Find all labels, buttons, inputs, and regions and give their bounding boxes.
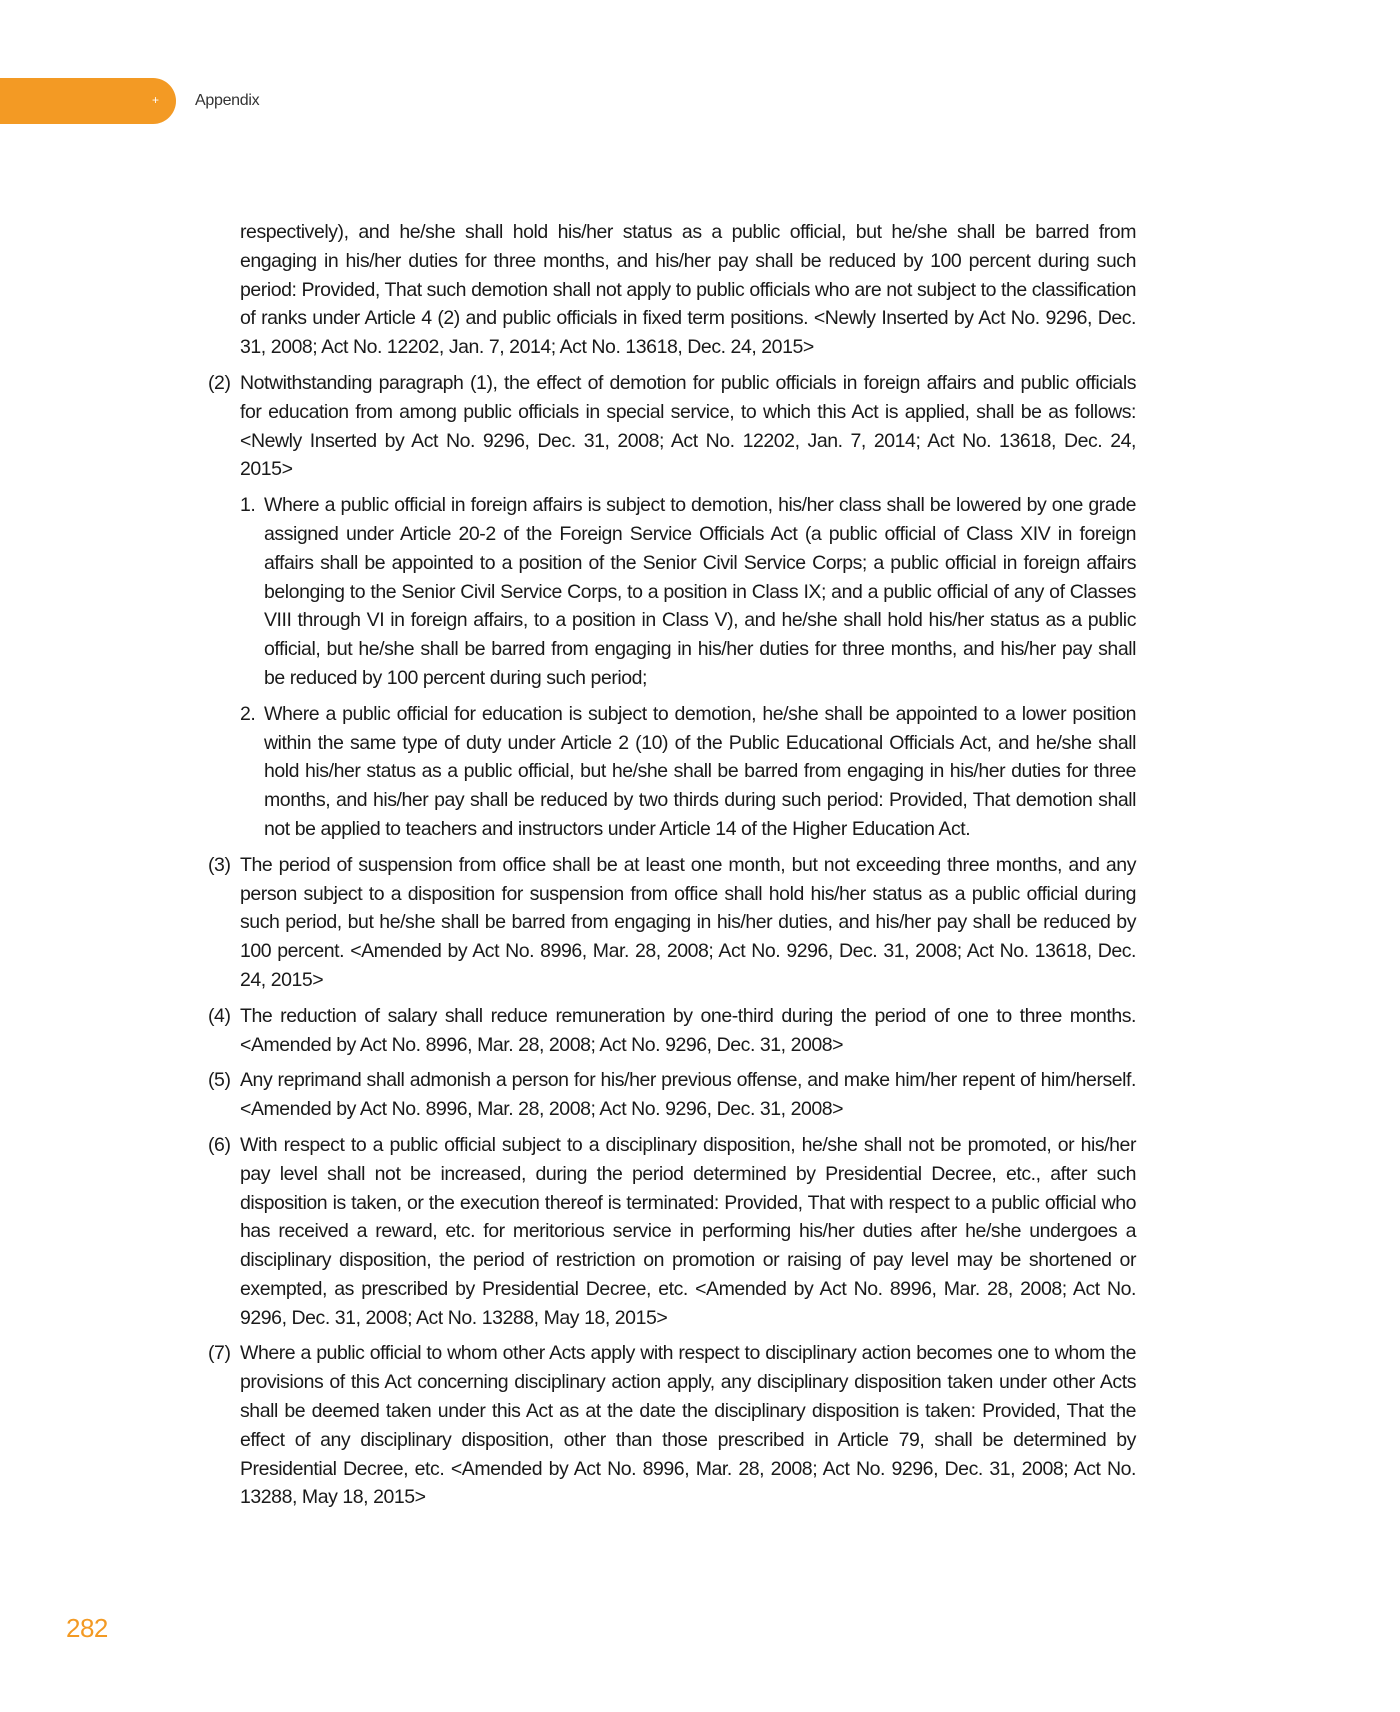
document-body xyxy=(208,218,1136,1512)
paragraph-5 xyxy=(208,1066,1136,1124)
paragraph-2 xyxy=(208,369,1136,484)
subitem-number: 1. xyxy=(240,494,256,517)
subitem-2 xyxy=(208,700,1136,844)
paragraph-text: Notwithstanding paragraph (1), the effect of demotion for public officials in foreign affairs and public officials for education from among public officials in special service, to which this Act is applied, shall be as follows: <Newly Inserted by Act No. 9296, Dec. 31, 2008; Act No. 12202, Jan. 7, 2014; Act No. 13618, Dec. 24, 2015> xyxy=(240,371,1136,481)
paragraph-4 xyxy=(208,1002,1136,1060)
paragraph-text: Any reprimand shall admonish a person for his/her previous offense, and make him/her repent of him/herself. <Amended by Act No. 8996, Mar. 28, 2008; Act No. 9296, Dec. 31, 2008> xyxy=(240,1069,1136,1121)
section-marker: + xyxy=(152,93,160,107)
paragraph-number: (5) xyxy=(208,1069,231,1092)
paragraph-text: The reduction of salary shall reduce remuneration by one-third during the period of one to three months. <Amended by Act No. 8996, Mar. 28, 2008; Act No. 9296, Dec. 31, 2008> xyxy=(240,1004,1136,1056)
subitem-1 xyxy=(208,491,1136,693)
section-title: Appendix xyxy=(195,92,260,109)
subitem-text: Where a public official for education is subject to demotion, he/she shall be appointed to a lower position within the same type of duty under Article 2 (10) of the Public Educational Officials Act, and he/she shall hold his/her status as a public official, but he/she shall be barred from engaging in his/her duties for three months, and his/her pay shall be reduced by two thirds during such period: Provided, That demotion shall not be applied to teachers and instructors under Article 14 of the Higher Education Act. xyxy=(264,702,1136,840)
page-number: 282 xyxy=(66,1613,108,1643)
subitem-number: 2. xyxy=(240,702,256,725)
paragraph-number: (2) xyxy=(208,371,231,394)
paragraph-number: (6) xyxy=(208,1133,231,1156)
continued-paragraph: respectively), and he/she shall hold his/her status as a public official, but he/she shall be barred from engaging in his/her duties for three months, and his/her pay shall be reduced by 100 percent during such period: Provided, That such demotion shall not apply to public officials who are not subject to the classification of ranks under Article 4 (2) and public officials in fixed term positions. <Newly Inserted by Act No. 9296, Dec. 31, 2008; Act No. 12202, Jan. 7, 2014; Act No. 13618, Dec. 24, 2015> xyxy=(240,221,1136,359)
paragraph-text: Where a public official to whom other Acts apply with respect to disciplinary action becomes one to whom the provisions of this Act concerning disciplinary action apply, any disciplinary disposition taken under other Acts shall be deemed taken under this Act as at the date the disciplinary disposition is taken: Provided, That the effect of any disciplinary disposition, other than those prescribed in Article 79, shall be determined by Presidential Decree, etc. <Amended by Act No. 8996, Mar. 28, 2008; Act No. 9296, Dec. 31, 2008; Act No. 13288, May 18, 2015> xyxy=(240,1342,1136,1509)
paragraph-number: (4) xyxy=(208,1004,231,1027)
section-tab xyxy=(0,78,176,124)
paragraph-number: (7) xyxy=(208,1342,231,1365)
paragraph-3 xyxy=(208,851,1136,995)
paragraph-number: (3) xyxy=(208,853,231,876)
paragraph-text: The period of suspension from office shall be at least one month, but not exceeding three months, and any person subject to a disposition for suspension from office shall hold his/her status as a public official during such period, but he/she shall be barred from engaging in his/her duties, and his/her pay shall be reduced by 100 percent. <Amended by Act No. 8996, Mar. 28, 2008; Act No. 9296, Dec. 31, 2008; Act No. 13618, Dec. 24, 2015> xyxy=(240,853,1136,991)
subitem-text: Where a public official in foreign affairs is subject to demotion, his/her class shall be lowered by one grade assigned under Article 20-2 of the Foreign Service Officials Act (a public official of Class XIV in foreign affairs shall be appointed to a position of the Senior Civil Service Corps; a public official in foreign affairs belonging to the Senior Civil Service Corps, to a position in Class IX; and a public official of any of Classes VIII through VI in foreign affairs, to a position in Class V), and he/she shall hold his/her status as a public official, but he/she shall be barred from engaging in his/her duties for three months, and his/her pay shall be reduced by 100 percent during such period; xyxy=(264,494,1136,689)
paragraph-7 xyxy=(208,1339,1136,1512)
paragraph-6 xyxy=(208,1131,1136,1333)
paragraph-text: With respect to a public official subject to a disciplinary disposition, he/she shall not be promoted, or his/her pay level shall not be increased, during the period determined by Presidential Decree, etc., after such disposition is taken, or the execution thereof is terminated: Provided, That with respect to a public official who has received a reward, etc. for meritorious service in performing his/her duties after he/she undergoes a disciplinary disposition, the period of restriction on promotion or raising of pay level may be shortened or exempted, as prescribed by Presidential Decree, etc. <Amended by Act No. 8996, Mar. 28, 2008; Act No. 9296, Dec. 31, 2008; Act No. 13288, May 18, 2015> xyxy=(240,1133,1136,1329)
